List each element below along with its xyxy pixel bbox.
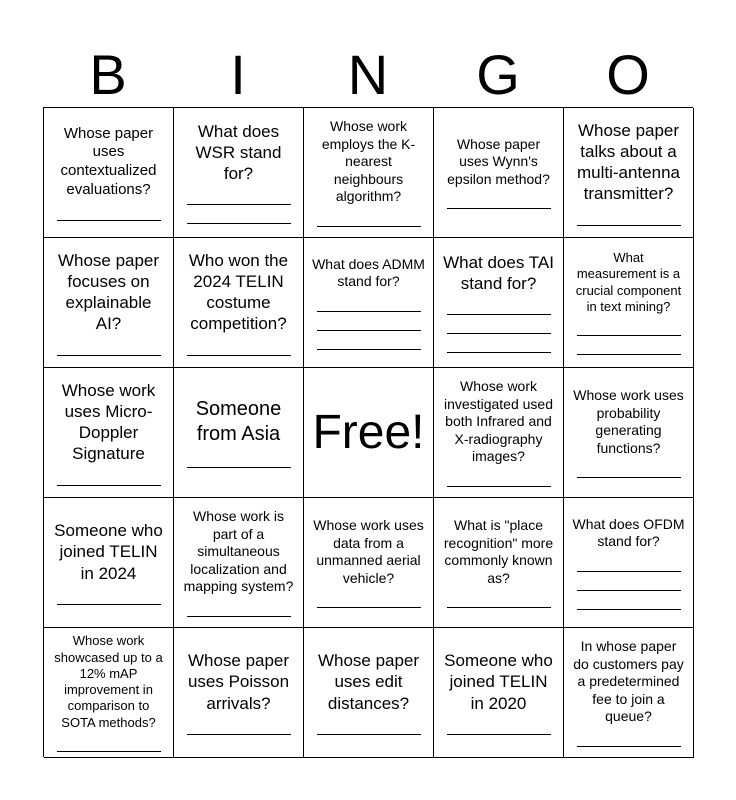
answer-line bbox=[577, 459, 681, 478]
bingo-cell[interactable] bbox=[174, 498, 304, 628]
answer-line bbox=[187, 598, 291, 617]
answer-line bbox=[447, 334, 551, 353]
answer-line bbox=[317, 589, 421, 608]
cell-question: What is "place recognition" more commonly known as? bbox=[443, 517, 554, 586]
cell-question: Whose paper uses Wynn's epsilon method? bbox=[447, 135, 550, 187]
answer-line bbox=[447, 296, 551, 315]
cell-question: Whose paper focuses on explainable AI? bbox=[57, 250, 160, 334]
answer-line bbox=[577, 591, 681, 610]
cell-question: Someone who joined TELIN in 2020 bbox=[444, 651, 553, 713]
answer-line bbox=[447, 589, 551, 608]
free-space-label: Free! bbox=[312, 405, 425, 459]
answer-line bbox=[187, 337, 291, 356]
answer-line bbox=[447, 315, 551, 334]
free-space-cell[interactable] bbox=[304, 368, 434, 498]
cell-question: Who won the 2024 TELIN costume competition? bbox=[188, 250, 289, 334]
cell-question: Whose work uses Micro-Doppler Signature bbox=[61, 380, 156, 464]
cell-question: Whose work employs the K-nearest neighbours algorithm? bbox=[321, 118, 416, 205]
bingo-cell[interactable] bbox=[564, 238, 694, 368]
bingo-cell[interactable] bbox=[434, 628, 564, 758]
cell-question: What does OFDM stand for? bbox=[572, 515, 685, 549]
header-letter-g: G bbox=[476, 43, 520, 106]
cell-question: What does TAI stand for? bbox=[443, 252, 554, 293]
header-letter-i: I bbox=[230, 43, 246, 106]
bingo-cell[interactable] bbox=[434, 368, 564, 498]
answer-line bbox=[187, 205, 291, 224]
answer-line bbox=[447, 190, 551, 209]
bingo-cell[interactable] bbox=[174, 368, 304, 498]
cell-question: Whose work investigated used both Infrared and X-radiography images? bbox=[444, 378, 553, 465]
bingo-cell[interactable] bbox=[44, 108, 174, 238]
answer-line bbox=[317, 312, 421, 331]
answer-line bbox=[57, 467, 161, 486]
bingo-grid bbox=[43, 107, 693, 757]
answer-line bbox=[447, 468, 551, 487]
bingo-header bbox=[43, 42, 693, 108]
answer-line bbox=[187, 449, 291, 468]
answer-line bbox=[57, 733, 161, 752]
header-letter-o: O bbox=[606, 43, 650, 106]
bingo-cell[interactable] bbox=[434, 498, 564, 628]
bingo-cell[interactable] bbox=[174, 628, 304, 758]
bingo-cell[interactable] bbox=[564, 628, 694, 758]
answer-line bbox=[317, 293, 421, 312]
bingo-cell[interactable] bbox=[304, 238, 434, 368]
cell-question: Whose paper uses edit distances? bbox=[317, 651, 420, 713]
cell-question: Someone from Asia bbox=[195, 398, 282, 445]
answer-line bbox=[447, 716, 551, 735]
answer-line bbox=[317, 208, 421, 227]
header-letter-n: N bbox=[347, 43, 389, 106]
bingo-cell[interactable] bbox=[434, 238, 564, 368]
cell-question: Whose work is part of a simultaneous localization and mapping system? bbox=[183, 508, 294, 595]
bingo-cell[interactable] bbox=[44, 368, 174, 498]
bingo-cell[interactable] bbox=[44, 628, 174, 758]
bingo-cell[interactable] bbox=[304, 108, 434, 238]
answer-line bbox=[57, 586, 161, 605]
answer-line bbox=[317, 716, 421, 735]
cell-question: Whose work uses probability generating functions? bbox=[573, 387, 684, 456]
cell-question: Someone who joined TELIN in 2024 bbox=[54, 521, 163, 583]
answer-line bbox=[187, 186, 291, 205]
answer-line bbox=[577, 317, 681, 336]
answer-line bbox=[577, 336, 681, 355]
bingo-cell[interactable] bbox=[174, 108, 304, 238]
cell-question: Whose paper uses Poisson arrivals? bbox=[187, 651, 290, 713]
bingo-cell[interactable] bbox=[434, 108, 564, 238]
answer-line bbox=[57, 337, 161, 356]
answer-line bbox=[577, 728, 681, 747]
bingo-cell[interactable] bbox=[174, 238, 304, 368]
answer-line bbox=[577, 572, 681, 591]
bingo-cell[interactable] bbox=[564, 108, 694, 238]
bingo-cell[interactable] bbox=[44, 238, 174, 368]
cell-question: What does ADMM stand for? bbox=[312, 255, 425, 289]
cell-question: What measurement is a crucial component in text mining? bbox=[575, 250, 682, 314]
bingo-cell[interactable] bbox=[564, 368, 694, 498]
cell-question: What does WSR stand for? bbox=[195, 121, 282, 184]
answer-line bbox=[577, 553, 681, 572]
header-letter-b: B bbox=[89, 43, 127, 106]
cell-question: Whose work uses data from a unmanned aerial vehicle? bbox=[313, 517, 424, 586]
bingo-cell[interactable] bbox=[564, 498, 694, 628]
cell-question: Whose paper talks about a multi-antenna transmitter? bbox=[576, 120, 680, 204]
cell-question: In whose paper do customers pay a predetermined fee to join a queue? bbox=[573, 638, 684, 725]
cell-question: Whose work showcased up to a 12% mAP improvement in comparison to SOTA methods? bbox=[54, 633, 163, 730]
answer-line bbox=[317, 331, 421, 350]
bingo-cell[interactable] bbox=[304, 498, 434, 628]
bingo-cell[interactable] bbox=[304, 628, 434, 758]
answer-line bbox=[187, 716, 291, 735]
cell-question: Whose paper uses contextualized evaluations? bbox=[60, 124, 157, 198]
answer-line bbox=[577, 207, 681, 226]
answer-line bbox=[57, 202, 161, 221]
bingo-cell[interactable] bbox=[44, 498, 174, 628]
